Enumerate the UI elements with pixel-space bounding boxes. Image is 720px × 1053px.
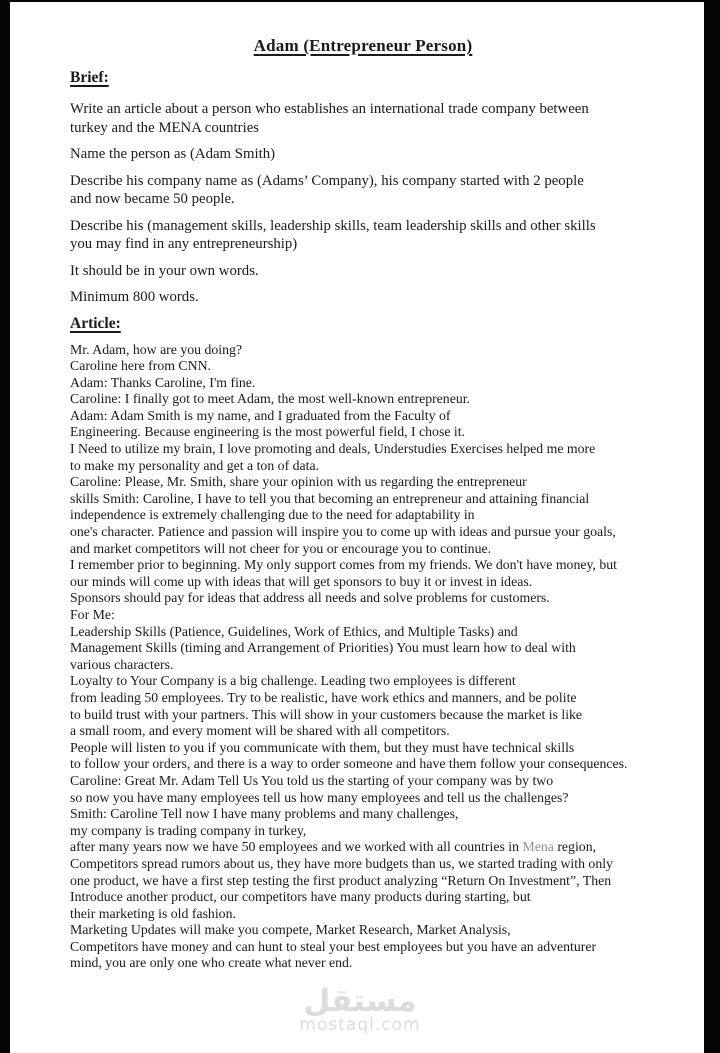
brief-heading: Brief:	[70, 69, 109, 86]
article-line: my company is trading company in turkey,	[70, 822, 307, 838]
page-border-left	[0, 0, 10, 1053]
article-line: and market competitors will not cheer for you or encourage you to continue.	[70, 540, 492, 556]
article-line: Caroline: I finally got to meet Adam, the most well-known entrepreneur.	[70, 391, 471, 407]
article-line: Caroline: Please, Mr. Smith, share your opinion with us regarding the entrepreneur	[70, 474, 527, 490]
watermark-domain: mostaql.com	[299, 1015, 421, 1035]
article-line: Engineering. Because engineering is the most powerful field, I chose it.	[70, 424, 466, 440]
paragraph-line: and now became 50 people.	[70, 191, 235, 207]
article-line: skills Smith: Caroline, I have to tell you that becoming an entrepreneur and attaining financial	[70, 490, 590, 506]
article-line: Caroline here from CNN.	[70, 358, 211, 374]
article-line: Loyalty to Your Company is a big challenge. Leading two employees is different	[70, 673, 516, 689]
article-line: independence is extremely challenging due to the need for adaptability in	[70, 507, 475, 523]
article-line: one's character. Patience and passion will inspire you to come up with ideas and pursue your goals,	[70, 524, 616, 540]
article-line: Adam: Adam Smith is my name, and I graduated from the Faculty of	[70, 407, 451, 423]
article-line: Competitors spread rumors about us, they have more budgets than us, we started trading with only	[70, 855, 613, 871]
article-line: to follow your orders, and there is a way to order someone and have them follow your consequences.	[70, 756, 628, 772]
article-heading: Article:	[70, 314, 121, 332]
article-line: to make my personality and get a ton of data.	[70, 457, 320, 473]
article-line: to build trust with your partners. This will show in your customers because the market is like	[70, 706, 583, 722]
paragraph-line: Name the person as (Adam Smith)	[70, 146, 276, 162]
document-title: Adam (Entrepreneur Person)	[253, 36, 473, 55]
article-line: Marketing Updates will make you compete, Market Research, Market Analysis,	[70, 922, 511, 938]
article-line: Introduce another product, our competitors have many products during starting, but	[70, 889, 531, 905]
brief-paragraph	[70, 288, 656, 307]
paragraph-line: Describe his company name as (Adams’ Company), his company started with 2 people	[70, 172, 584, 189]
article-text: after many years now we have 50 employees and we worked with all countries in	[70, 839, 523, 855]
article-line: Caroline: Great Mr. Adam Tell Us You told us the starting of your company was by two	[70, 772, 554, 788]
brief-paragraph	[70, 217, 656, 254]
article-line: so now you have many employees tell us how many employees and tell us the challenges?	[70, 789, 569, 805]
brief-paragraph	[70, 100, 656, 137]
mena-link: Mena	[522, 839, 554, 855]
paragraph-line: Write an article about a person who establishes an international trade company between	[70, 101, 589, 117]
watermark	[0, 983, 720, 1035]
article-line: our minds will come up with ideas that will get sponsors to buy it or invest in ideas.	[70, 573, 533, 589]
article-line: People will listen to you if you communicate with them, but they must have technical skills	[70, 739, 575, 755]
article-line: mind, you are only one who create what never end.	[70, 955, 353, 971]
article-line: from leading 50 employees. Try to be realistic, have work ethics and manners, and be polite	[70, 689, 577, 705]
article-line: one product, we have a first step testing the first product analyzing “Return On Investment”, Then	[70, 872, 612, 888]
article-line: Competitors have money and can hunt to steal your best employees but you have an adventurer	[70, 938, 597, 954]
article-line: their marketing is old fashion.	[70, 905, 236, 921]
brief-paragraph	[70, 172, 656, 209]
paragraph-line: Describe his (management skills, leadership skills, team leadership skills and other skills	[70, 217, 596, 234]
article-line	[70, 839, 656, 856]
brief-paragraph	[70, 262, 656, 281]
watermark-logo: مستقل	[303, 983, 417, 1019]
paragraph-line: turkey and the MENA countries	[70, 119, 260, 136]
article-line: various characters.	[70, 656, 174, 672]
article-line: Leadership Skills (Patience, Guidelines, Work of Ethics, and Multiple Tasks) and	[70, 623, 518, 639]
article-line: Smith: Caroline Tell now I have many problems and many challenges,	[70, 806, 459, 822]
paragraph-line: Minimum 800 words.	[70, 289, 199, 305]
article-line: Management Skills (timing and Arrangement of Priorities) You must learn how to deal with	[70, 640, 576, 656]
document-content	[70, 0, 656, 972]
brief-paragraph	[70, 145, 656, 164]
article-line: Adam: Thanks Caroline, I'm fine.	[70, 374, 256, 390]
article-line: I remember prior to beginning. My only support comes from my friends. We don't have money, but	[70, 557, 618, 573]
article-line: I Need to utilize my brain, I love promoting and deals, Understudies Exercises helped me more	[70, 441, 596, 457]
brief-paragraphs	[70, 100, 656, 307]
article-line: Mr. Adam, how are you doing?	[70, 341, 243, 357]
page-border-right	[704, 0, 720, 1053]
paragraph-line: It should be in your own words.	[70, 262, 259, 279]
paragraph-line: you may find in any entrepreneurship)	[70, 236, 298, 252]
article-text: region,	[553, 839, 597, 855]
article-line: For Me:	[70, 607, 115, 622]
article-line: a small room, and every moment will be shared with all competitors.	[70, 723, 450, 739]
article-line: Sponsors should pay for ideas that address all needs and solve problems for customers.	[70, 590, 550, 606]
article-lines	[70, 342, 656, 973]
